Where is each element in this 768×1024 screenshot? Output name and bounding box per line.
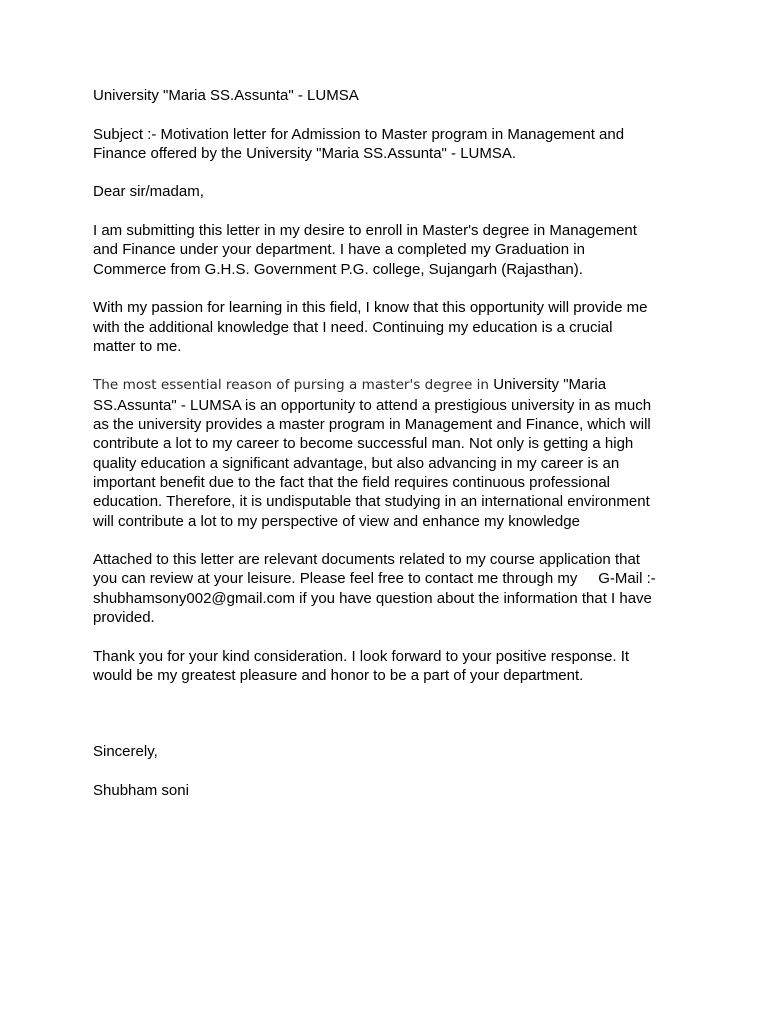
paragraph-1-line-3: Commerce from G.H.S. Government P.G. college, Sujangarh (Rajasthan). — [93, 260, 583, 278]
paragraph-3-lead: The most essential reason of pursing a master's degree in — [93, 377, 490, 394]
spacer — [93, 163, 683, 182]
paragraph-4 — [93, 550, 683, 627]
paragraph-2-line-3: matter to me. — [93, 337, 182, 355]
paragraph-3 — [93, 375, 683, 530]
paragraph-4-line-3: shubhamsony002@gmail.com if you have question about the information that I have — [93, 589, 652, 607]
spacer — [93, 105, 683, 124]
paragraph-4-line-2: you can review at your leisure. Please feel free to contact me through my G-Mail :- — [93, 570, 656, 588]
salutation — [93, 182, 683, 201]
recipient-line — [93, 86, 683, 105]
paragraph-3-line-6: important benefit due to the fact that the field requires continuous professional — [93, 473, 610, 491]
paragraph-2 — [93, 298, 683, 356]
paragraph-3-line-4: contribute a lot to my career to become successful man. Not only is getting a high — [93, 435, 634, 453]
paragraph-3-line-2: SS.Assunta" - LUMSA is an opportunity to attend a prestigious university in as much — [93, 396, 652, 414]
paragraph-3-line-8: will contribute a lot to my perspective of view and enhance my knowledge — [93, 512, 580, 530]
paragraph-3-line-1 — [93, 375, 683, 395]
paragraph-5-line-1: Thank you for your kind consideration. I look forward to your positive response. It — [93, 647, 630, 665]
spacer — [93, 531, 683, 550]
spacer — [93, 356, 683, 375]
closing-text: Sincerely, — [93, 743, 158, 761]
paragraph-4-line-1: Attached to this letter are relevant documents related to my course application that — [93, 551, 640, 569]
paragraph-1-line-1: I am submitting this letter in my desire to enroll in Master's degree in Management — [93, 222, 637, 240]
paragraph-3-line-5: quality education a significant advantage, but also advancing in my career is an — [93, 454, 620, 472]
paragraph-3-line-7: education. Therefore, it is undisputable that studying in an international environment — [93, 493, 650, 511]
paragraph-4-line-4: provided. — [93, 609, 155, 627]
spacer — [93, 762, 683, 781]
closing — [93, 742, 683, 761]
paragraph-1 — [93, 221, 683, 279]
paragraph-1-line-2: and Finance under your department. I have a completed my Graduation in — [93, 241, 585, 259]
spacer — [93, 685, 683, 742]
spacer — [93, 202, 683, 221]
spacer — [93, 279, 683, 298]
subject-line-1: Subject :- Motivation letter for Admission to Master program in Management and — [93, 125, 625, 143]
paragraph-3-line-3: as the university provides a master program in Management and Finance, which will — [93, 416, 651, 434]
recipient-text: University "Maria SS.Assunta" - LUMSA — [93, 87, 359, 104]
paragraph-5-line-2: would be my greatest pleasure and honor to be a part of your department. — [93, 666, 584, 684]
paragraph-3-first-rest: University "Maria — [489, 376, 607, 394]
subject-line-2: Finance offered by the University "Maria SS.Assunta" - LUMSA. — [93, 144, 517, 162]
subject-paragraph — [93, 125, 683, 164]
salutation-text: Dear sir/madam, — [93, 183, 204, 201]
paragraph-2-line-1: With my passion for learning in this field, I know that this opportunity will provide me — [93, 299, 648, 317]
spacer — [93, 627, 683, 646]
signature — [93, 781, 683, 800]
paragraph-5 — [93, 647, 683, 686]
signature-text: Shubham soni — [93, 781, 189, 799]
motivation-letter — [93, 86, 683, 800]
paragraph-2-line-2: with the additional knowledge that I need. Continuing my education is a crucial — [93, 318, 613, 336]
